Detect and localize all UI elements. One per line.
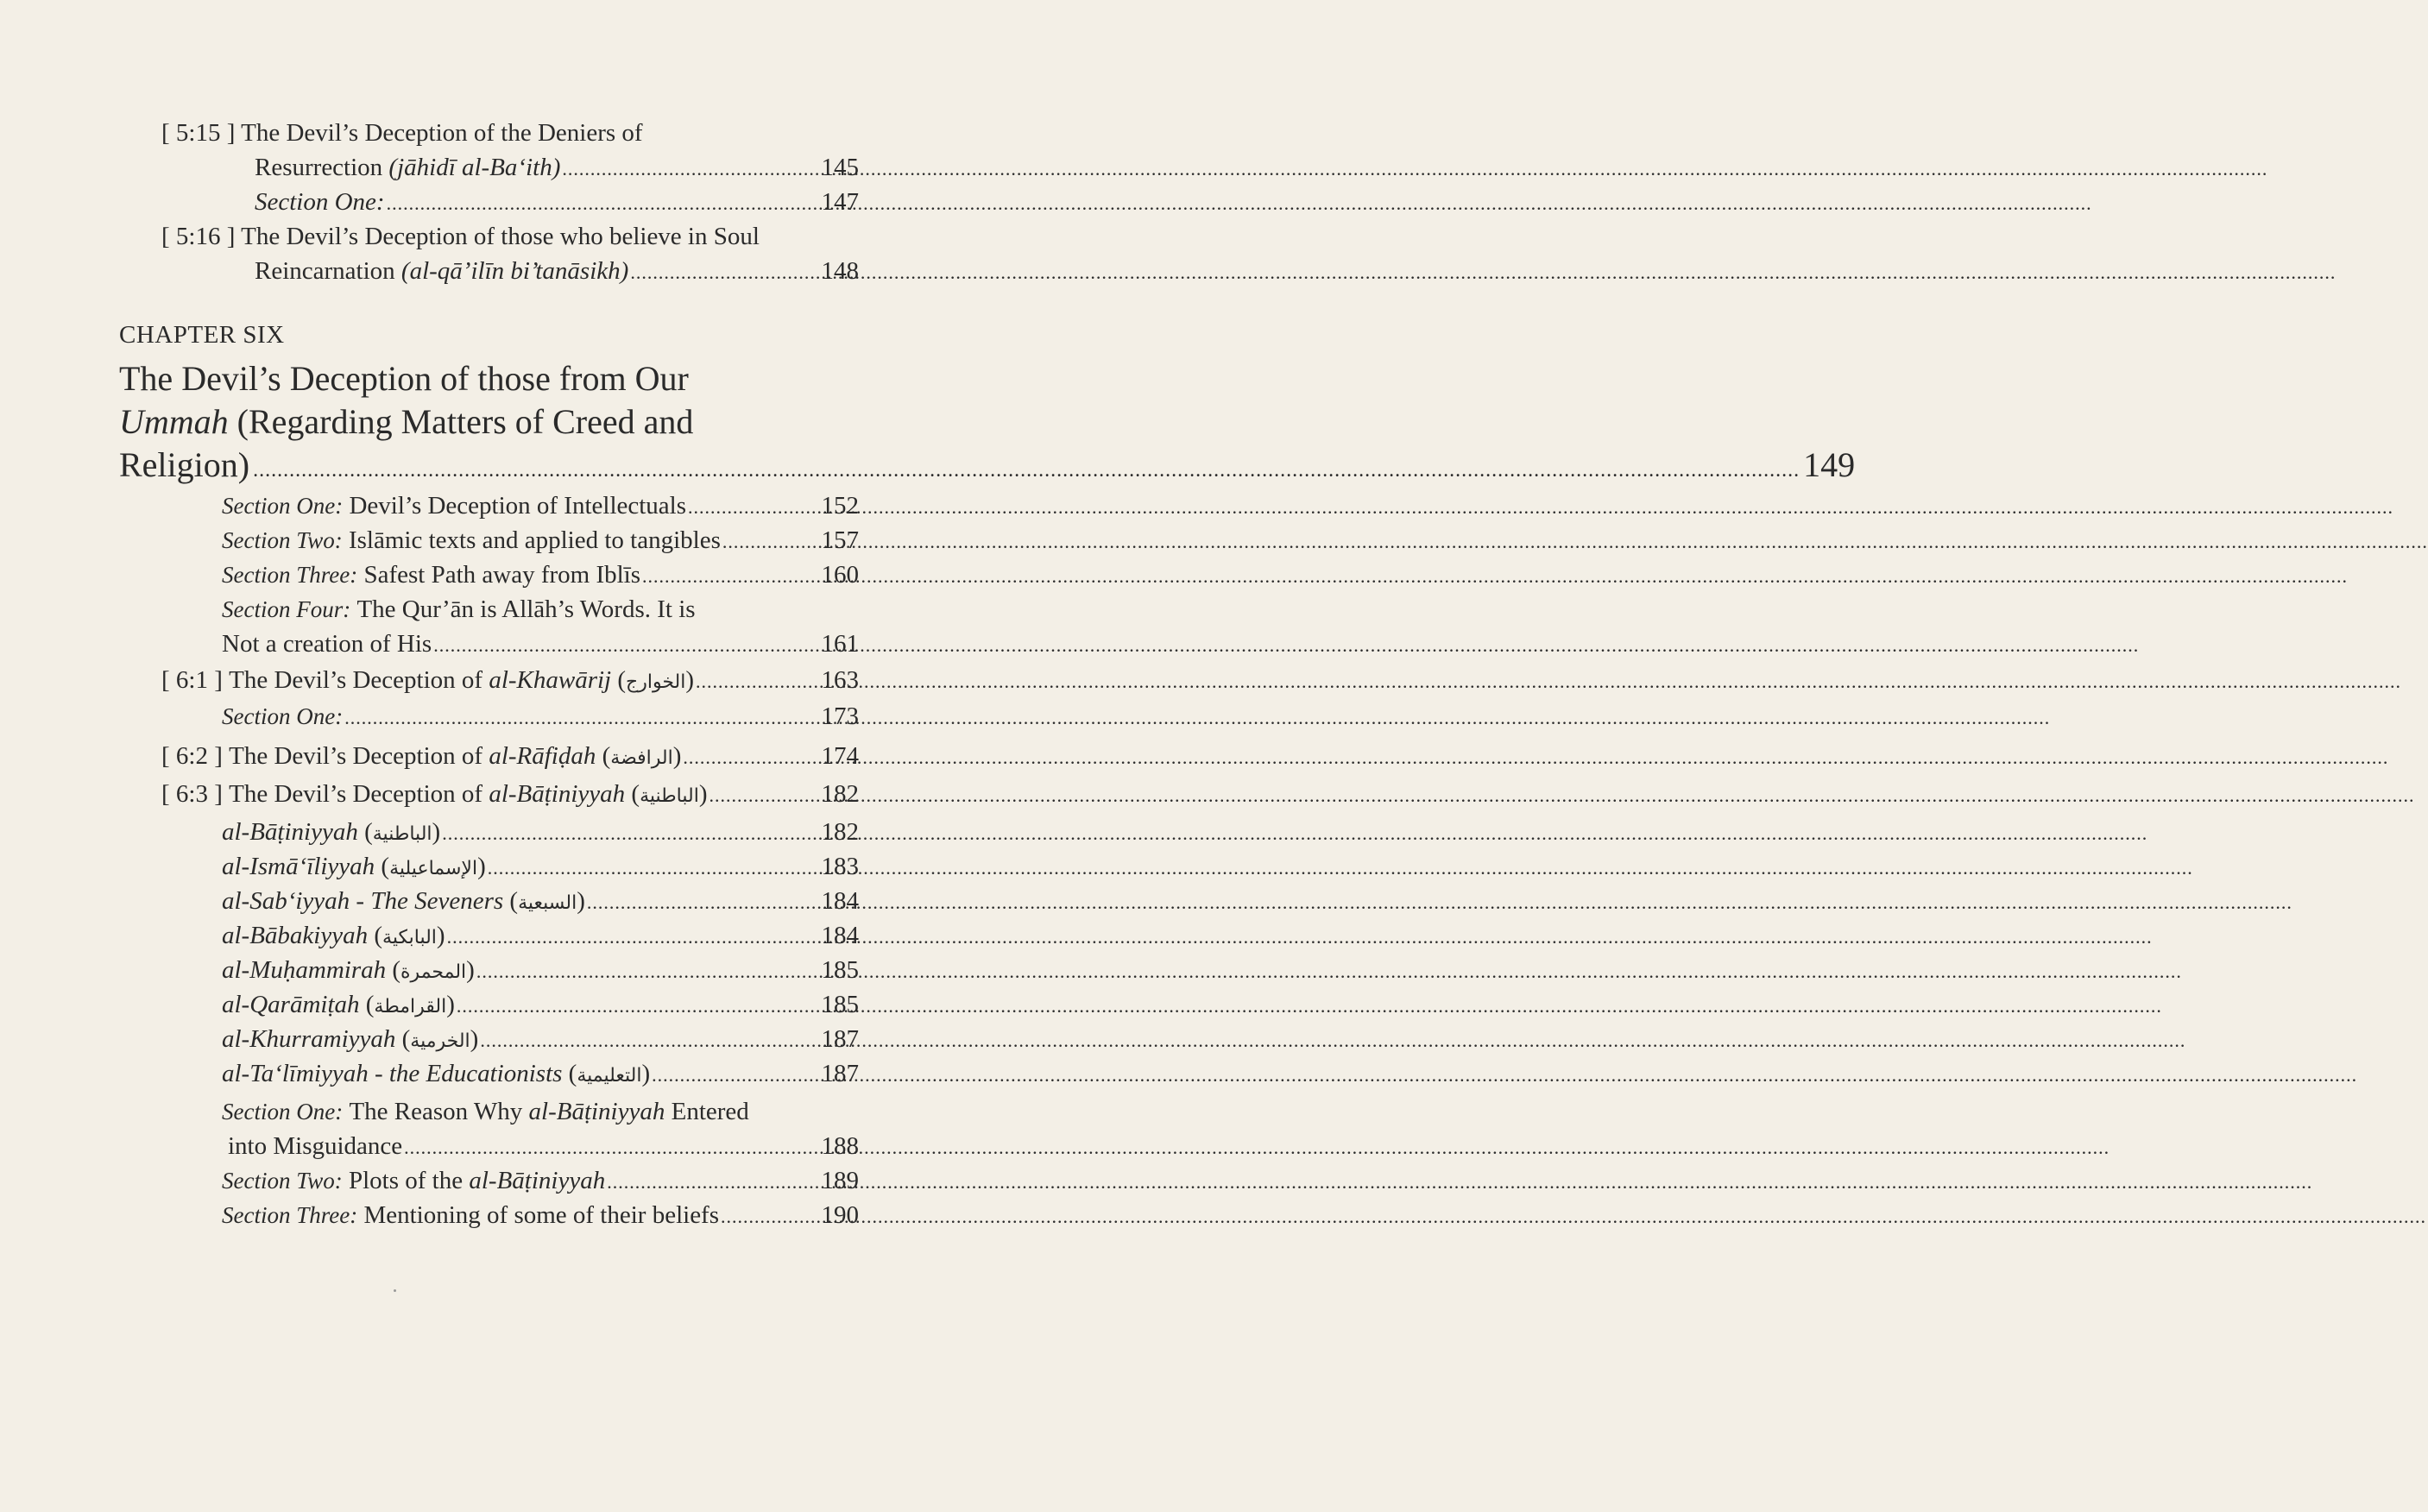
toc-entry-6-3: [ 6:3 ] The Devil’s Deception of al-Bāṭiniyyah ( الباطنية ) ..... 182 xyxy=(161,778,859,812)
dot-leader xyxy=(652,1058,819,1091)
dot-leader xyxy=(476,954,820,987)
page-number: 185 xyxy=(821,991,859,1018)
section-label: Section Four: xyxy=(222,596,351,622)
arabic-term: الباطنية xyxy=(640,785,699,807)
section-title-italic: al-Bāṭiniyyah xyxy=(528,1098,665,1125)
chapter-title-text: Religion) xyxy=(119,445,250,484)
entry-title: The Devil’s Deception of xyxy=(229,666,483,694)
page-number: 157 xyxy=(821,526,859,554)
chapter-title-italic: Ummah xyxy=(119,402,229,441)
toc-section xyxy=(222,701,859,734)
section-title: Devil’s Deception of Intellectuals xyxy=(349,492,687,520)
arabic-term: الإسماعيلية xyxy=(389,858,478,879)
page-number: 190 xyxy=(821,1201,859,1229)
dot-leader xyxy=(587,885,820,918)
section-label: Section One: xyxy=(222,493,344,519)
entry-title: The Devil’s Deception of xyxy=(229,780,483,808)
sect-name: al-Bāṭiniyyah xyxy=(222,818,358,846)
toc-entry-5-15 xyxy=(161,117,643,148)
toc-section xyxy=(222,594,696,625)
section-title: Mentioning of some of their beliefs xyxy=(363,1201,720,1229)
page-number: 149 xyxy=(1803,445,1856,484)
section-title: Entered xyxy=(671,1098,749,1125)
entry-title: The Devil’s Deception of xyxy=(229,742,483,770)
dot-leader xyxy=(721,1200,819,1232)
toc-sect: al-Ta‘līmiyyah - the Educationists ( التعليمية ) ..... 187 xyxy=(222,1058,859,1092)
dot-leader xyxy=(457,989,820,1022)
chapter-title-line-2 xyxy=(119,400,693,444)
dot-leader: ................................................................................................................................................................................................................................................................ xyxy=(253,459,1801,482)
sect-name: al-Bābakiyyah xyxy=(222,922,369,949)
page-number: 174 xyxy=(821,742,859,770)
arabic-term: المحمرة xyxy=(400,961,467,983)
section-label: Section Three: xyxy=(222,1202,358,1228)
entry-mark: [ 6:1 ] xyxy=(161,666,223,694)
toc-sect: al-Bāṭiniyyah ( الباطنية ) ..... 182 xyxy=(222,816,859,850)
entry-title: The Devil’s Deception of the Deniers of xyxy=(241,119,643,147)
toc-section xyxy=(222,525,859,558)
toc-sect: al-Khurramiyyah ( الخرمية ) ..... 187 xyxy=(222,1024,859,1057)
toc-section xyxy=(222,490,859,523)
toc-entry-5-16-cont xyxy=(255,255,859,288)
page-number: 184 xyxy=(821,887,859,915)
page-number: 187 xyxy=(821,1060,859,1087)
entry-transliteration: al-Bāṭiniyyah xyxy=(489,780,626,808)
arabic-term: السبعية xyxy=(518,892,577,914)
section-title: Safest Path away from Iblīs xyxy=(363,561,640,589)
dot-leader xyxy=(696,665,819,697)
page-number: 182 xyxy=(821,818,859,846)
page-number: 163 xyxy=(821,666,859,694)
page-number: 185 xyxy=(821,956,859,984)
dot-leader xyxy=(442,816,819,849)
page-number: 173 xyxy=(821,702,859,730)
chapter-title-text: The Devil’s Deception of those from Our xyxy=(119,359,689,398)
page-number: 187 xyxy=(821,1025,859,1053)
dot-leader xyxy=(404,1131,819,1163)
toc-section xyxy=(222,559,859,592)
page-number: 160 xyxy=(821,561,859,589)
entry-title: The Devil’s Deception of those who believe in Soul xyxy=(241,223,760,250)
arabic-term: التعليمية xyxy=(577,1065,642,1087)
dot-leader xyxy=(630,255,819,288)
dot-leader xyxy=(562,152,819,185)
section-title: The Qur’ān is Allāh’s Words. It is xyxy=(356,595,696,623)
page-number: 148 xyxy=(821,257,859,285)
dot-leader xyxy=(642,559,820,592)
sect-name: al-Muḥammirah xyxy=(222,956,387,984)
dot-leader xyxy=(688,490,819,523)
section-label: Section One: xyxy=(222,1099,344,1125)
page-number: 184 xyxy=(821,922,859,949)
dot-leader xyxy=(433,628,819,661)
page-number: 188 xyxy=(821,1132,859,1160)
toc-sect: al-Bābakiyyah ( البابكية ) ..... 184 xyxy=(222,920,859,954)
section-title: Not a creation of His xyxy=(222,630,432,658)
dot-leader xyxy=(683,740,819,773)
toc-section xyxy=(222,1165,859,1198)
toc-section xyxy=(255,186,859,219)
toc-sect: al-Sab‘iyyah - The Seveners ( السبعية ) ..... 184 xyxy=(222,885,859,919)
page-speck xyxy=(394,1289,396,1292)
page-number: 145 xyxy=(821,154,859,181)
section-title: Plots of the xyxy=(348,1167,464,1194)
toc-entry-6-1: [ 6:1 ] The Devil’s Deception of al-Khawārij ( الخوارج ) ..... 163 xyxy=(161,665,859,698)
dot-leader xyxy=(447,920,820,953)
page-number: 161 xyxy=(821,630,859,658)
entry-transliteration: al-Rāfiḍah xyxy=(489,742,596,770)
entry-mark: [ 5:16 ] xyxy=(161,223,236,250)
arabic-term: الرافضة xyxy=(610,747,673,769)
toc-section-cont xyxy=(222,628,859,661)
sect-name: al-Ismā‘īliyyah xyxy=(222,853,375,880)
chapter-title-line-1 xyxy=(119,357,689,400)
toc-sect: al-Muḥammirah ( المحمرة ) ..... 185 xyxy=(222,954,859,988)
dot-leader xyxy=(722,525,820,558)
sect-name: al-Ta‘līmiyyah - the Educationists xyxy=(222,1060,563,1087)
toc-entry-5-15-cont xyxy=(255,152,859,185)
dot-leader xyxy=(488,851,820,884)
sect-name: al-Khurramiyyah xyxy=(222,1025,396,1053)
toc-entry-6-2: [ 6:2 ] The Devil’s Deception of al-Rāfiḍah ( الرافضة ) ..... 174 xyxy=(161,740,859,774)
toc-entry-5-16 xyxy=(161,221,760,252)
section-title: The Reason Why xyxy=(349,1098,523,1125)
entry-mark: [ 5:15 ] xyxy=(161,119,236,147)
toc-sect: al-Qarāmiṭah ( القرامطة ) ..... 185 xyxy=(222,989,859,1023)
dot-leader xyxy=(387,186,820,219)
chapter-title-line-3 xyxy=(119,444,1856,492)
section-title: into Misguidance xyxy=(228,1132,403,1160)
dot-leader xyxy=(607,1165,819,1198)
section-label: Section Three: xyxy=(222,562,358,588)
entry-transliteration: al-Khawārij xyxy=(489,666,612,694)
page-number: 189 xyxy=(821,1167,859,1194)
entry-transliteration: (al-qā’ilīn bi’tanāsikh) xyxy=(400,257,629,285)
section-label: Section Two: xyxy=(222,527,343,553)
page-number: 183 xyxy=(821,853,859,880)
arabic-term: القرامطة xyxy=(374,996,447,1017)
toc-sect: al-Ismā‘īliyyah ( الإسماعيلية ) ..... 183 xyxy=(222,851,859,885)
page-number: 152 xyxy=(821,492,859,520)
section-title-italic: al-Bāṭiniyyah xyxy=(469,1167,606,1194)
sect-name: al-Sab‘iyyah - The Seveners xyxy=(222,887,504,915)
section-label: Section One: xyxy=(222,703,344,729)
toc-section-cont xyxy=(228,1131,859,1163)
arabic-term: البابكية xyxy=(382,927,437,948)
toc-section xyxy=(222,1200,859,1232)
entry-mark: [ 6:3 ] xyxy=(161,780,223,808)
toc-section xyxy=(222,1096,749,1127)
arabic-term: الخوارج xyxy=(626,671,686,693)
entry-mark: [ 6:2 ] xyxy=(161,742,223,770)
dot-leader xyxy=(709,778,820,811)
chapter-title-text: (Regarding Matters of Creed and xyxy=(236,402,694,441)
arabic-term: الخرمية xyxy=(410,1030,470,1052)
section-label: Section Two: xyxy=(222,1168,343,1194)
chapter-label: CHAPTER SIX xyxy=(119,321,285,349)
section-title: Islāmic texts and applied to tangibles xyxy=(348,526,721,554)
sect-name: al-Qarāmiṭah xyxy=(222,991,360,1018)
page-number: 182 xyxy=(821,780,859,808)
arabic-term: الباطنية xyxy=(372,823,432,845)
entry-transliteration: (jāhidī al-Ba‘ith) xyxy=(388,154,561,181)
page-number: 147 xyxy=(821,188,859,216)
dot-leader xyxy=(480,1024,819,1056)
entry-title: Reincarnation xyxy=(255,257,395,285)
section-label: Section One: xyxy=(255,188,385,216)
dot-leader xyxy=(344,701,819,734)
entry-title: Resurrection xyxy=(255,154,383,181)
